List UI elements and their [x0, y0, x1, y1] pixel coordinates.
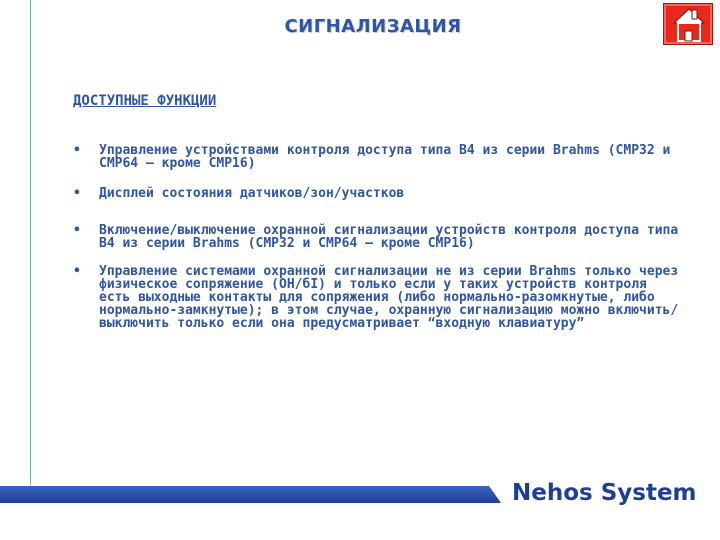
brand-logo-text: Nehos System [512, 480, 697, 506]
functions-list [73, 144, 683, 345]
bullet-icon: • [73, 264, 81, 279]
list-item-text: Включение/выключение охранной сигнализации устройств контроля доступа типа B4 из серии Brahms (CMP32 и CMP64 – кроме CMP16) [99, 223, 679, 251]
list-item [73, 187, 683, 200]
bullet-icon: • [73, 186, 81, 201]
bullet-icon: • [73, 143, 81, 158]
page-title: СИГНАЛИЗАЦИЯ [284, 16, 462, 37]
list-item-text: Дисплей состояния датчиков/зон/участков [99, 186, 405, 201]
list-item-text: Управление системами охранной сигнализации не из серии Brahms только через физическое сопряжение (ОН/бI) и только если у таких устройств контроля есть выходные контакты для сопряжения (либо нормально-разомкнутые, либо нормально-замкнутые); в этом случае, охранную сигнализацию можно включить/выключить только если она предусматривает “входную клавиатуру” [99, 264, 679, 331]
footer-bar [0, 486, 501, 503]
list-item [73, 265, 683, 330]
list-item [73, 144, 683, 170]
home-button[interactable] [663, 3, 713, 45]
bullet-icon: • [73, 223, 81, 238]
section-heading: ДОСТУПНЫЕ ФУНКЦИИ [73, 93, 217, 109]
list-item-text: Управление устройствами контроля доступа типа B4 из серии Brahms (CMP32 и CMP64 – кроме CMP16) [99, 143, 671, 171]
left-divider-line [30, 0, 31, 485]
footer-bar-notch [489, 486, 501, 503]
list-item [73, 224, 683, 250]
home-icon [672, 7, 706, 43]
